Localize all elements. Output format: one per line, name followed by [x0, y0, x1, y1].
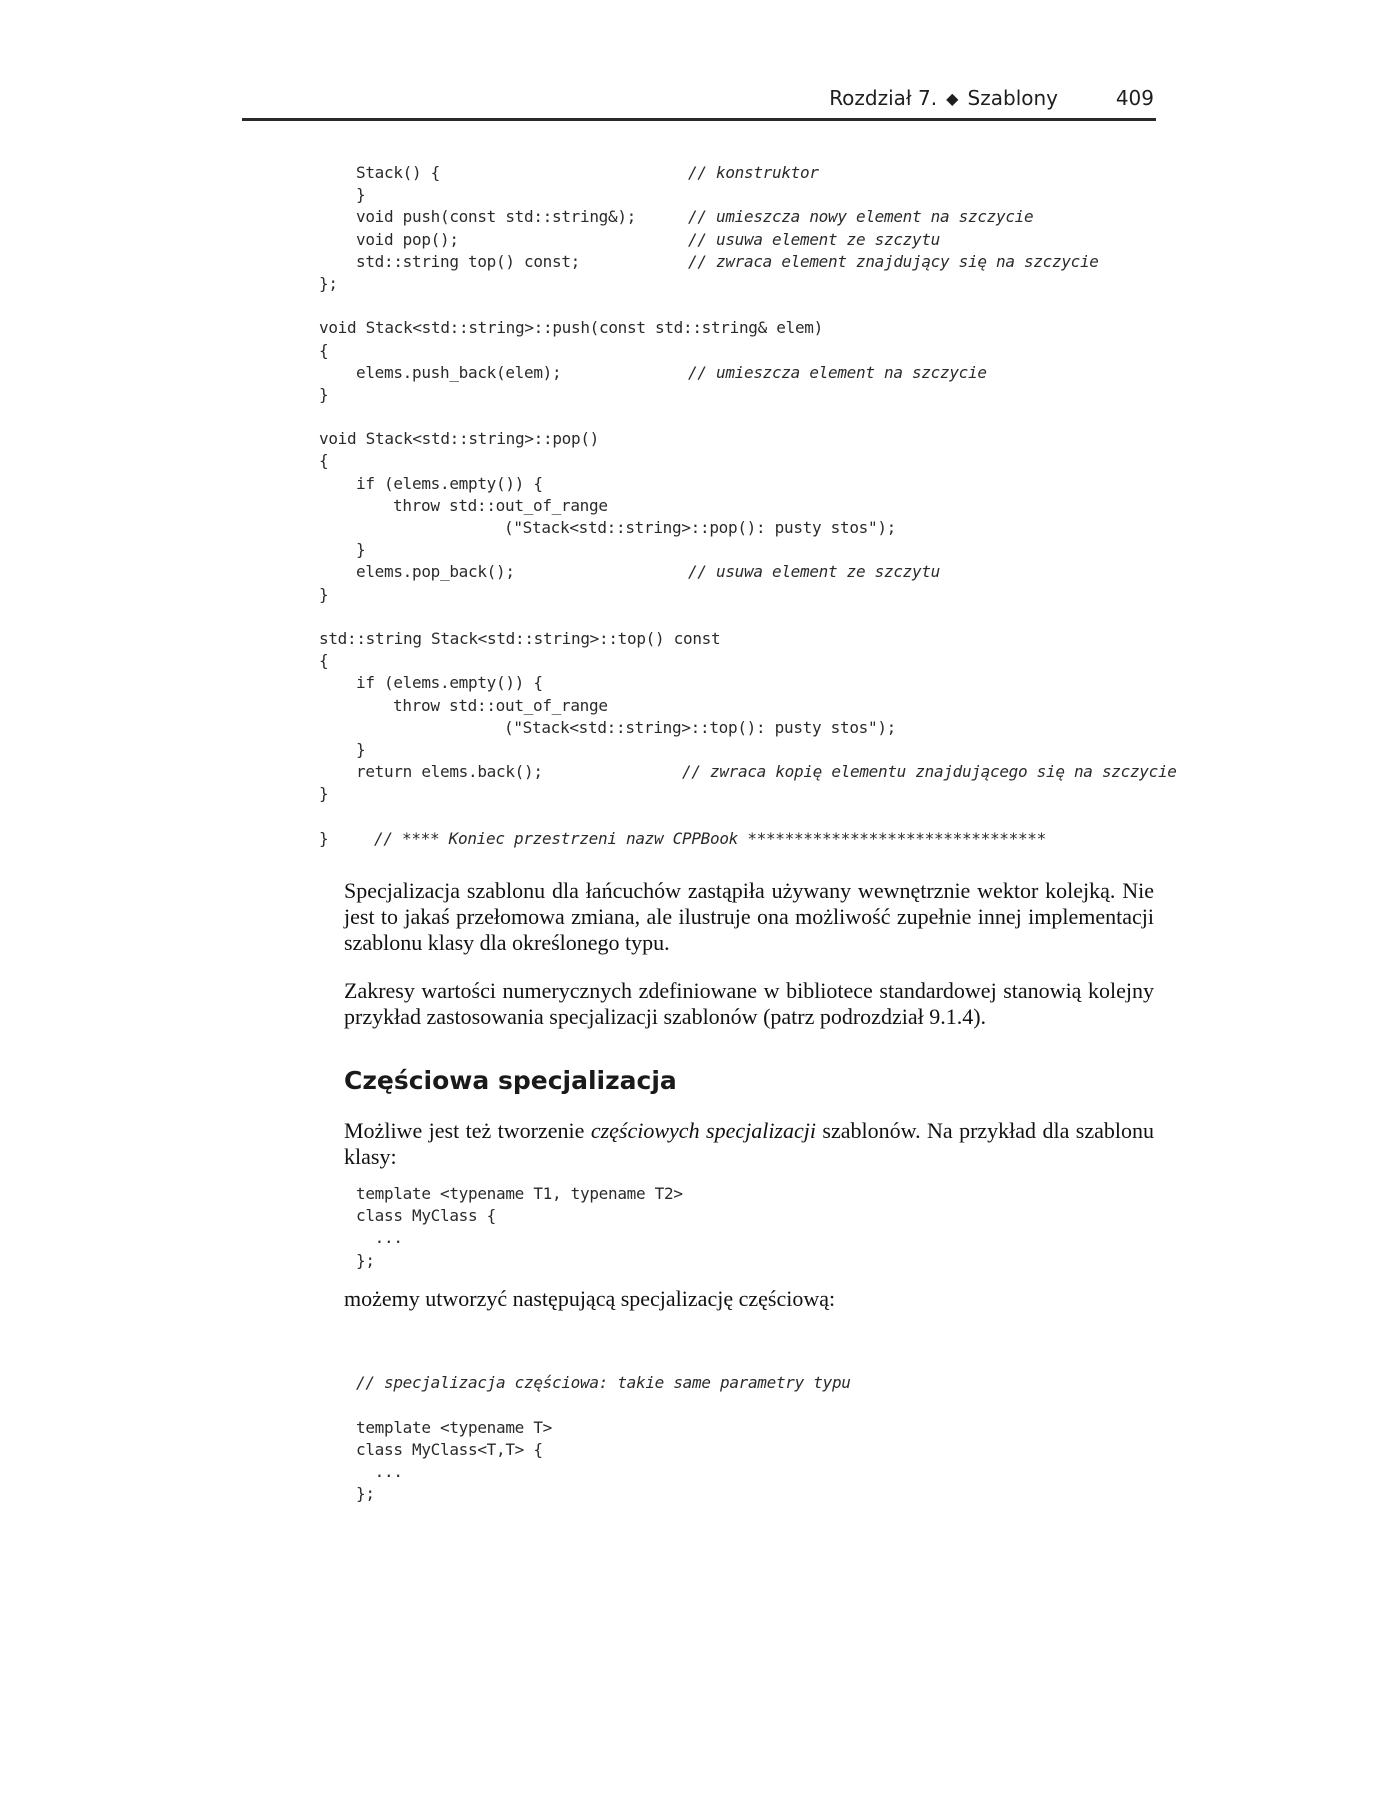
code-line: class MyClass {	[356, 1206, 496, 1226]
code-text: }	[319, 784, 329, 804]
code-text: throw std::out_of_range	[393, 495, 608, 515]
code-text: std::string top() const;	[356, 251, 580, 271]
code-comment: // umieszcza element na szczycie	[688, 362, 987, 382]
code-text: {	[319, 340, 329, 360]
code-comment: // zwraca element znajdujący się na szczycie	[688, 251, 1099, 271]
paragraph-partial-specialization-lead: możemy utworzyć następującą specjalizację częściową:	[344, 1286, 836, 1311]
code-line: };	[356, 1484, 375, 1504]
code-text: return elems.back();	[356, 762, 543, 782]
code-text: }	[319, 828, 329, 848]
code-line: ...	[356, 1228, 403, 1248]
code-text: std::string Stack<std::string>::top() const	[319, 628, 721, 648]
code-text: void push(const std::string&);	[356, 207, 636, 227]
diamond-separator-icon: ◆	[941, 89, 964, 108]
code-text: ("Stack<std::string>::top(): pusty stos");	[504, 717, 896, 737]
code-comment: // umieszcza nowy element na szczycie	[688, 207, 1034, 227]
code-text: }	[319, 584, 329, 604]
chapter-title: Rozdział 7. ◆ Szablony	[829, 86, 1058, 110]
code-comment: // usuwa element ze szczytu	[688, 229, 940, 249]
code-text: void Stack<std::string>::push(const std::string& elem)	[319, 318, 823, 338]
code-comment: // usuwa element ze szczytu	[688, 562, 940, 582]
paragraph-partial-specialization-intro: Możliwe jest też tworzenie częściowych specjalizacji szablonów. Na przykład dla szablonu klasy:	[344, 1118, 1154, 1169]
paragraph-specialization-summary: Specjalizacja szablonu dla łańcuchów zastąpiła używany wewnętrznie wektor kolejką. Nie jest to jakaś przełomowa zmiana, ale ilustruje ona możliwość zupełnie innej implementacji szablonu klasy dla określonego typu.	[344, 878, 1154, 955]
code-text: elems.push_back(elem);	[356, 362, 562, 382]
code-text: void pop();	[356, 229, 459, 249]
code-text: };	[319, 273, 338, 293]
code-text: {	[319, 651, 329, 671]
code-text: if (elems.empty()) {	[356, 473, 543, 493]
code-block-myclass-template	[356, 1183, 683, 1272]
code-line: class MyClass<T,T> {	[356, 1439, 543, 1459]
code-text: }	[356, 739, 366, 759]
running-header	[242, 84, 1156, 121]
code-comment: // konstruktor	[688, 163, 819, 182]
code-text: ("Stack<std::string>::pop(): pusty stos");	[504, 518, 896, 537]
code-line: };	[356, 1250, 375, 1270]
page-number: 409	[1115, 86, 1154, 110]
code-text: }	[356, 185, 366, 205]
code-comment: // specjalizacja częściowa: takie same parametry typu	[356, 1373, 851, 1393]
code-text: }	[356, 540, 366, 560]
code-line: template <typename T1, typename T2>	[356, 1184, 683, 1203]
section-heading: Częściowa specjalizacja	[344, 1066, 677, 1095]
code-comment: // zwraca kopię elementu znajdującego się na szczycie	[682, 762, 1177, 782]
paragraph-numeric-limits: Zakresy wartości numerycznych zdefiniowane w bibliotece standardowej stanowią kolejny przykład zastosowania specjalizacji szablonów (patrz podrozdział 9.1.4).	[344, 978, 1154, 1029]
code-text: throw std::out_of_range	[393, 695, 608, 715]
code-text: }	[319, 384, 329, 404]
code-text: void Stack<std::string>::pop()	[319, 429, 599, 449]
code-text: Stack() {	[356, 163, 440, 182]
code-text: if (elems.empty()) {	[356, 673, 543, 693]
code-line: template <typename T>	[356, 1417, 552, 1437]
code-comment: // **** Koniec przestrzeni nazw CPPBook ********************************	[374, 828, 1046, 848]
code-line: ...	[356, 1462, 403, 1482]
code-text: elems.pop_back();	[356, 562, 515, 582]
code-block-partial-specialization	[356, 1328, 851, 1506]
code-text: {	[319, 451, 329, 471]
